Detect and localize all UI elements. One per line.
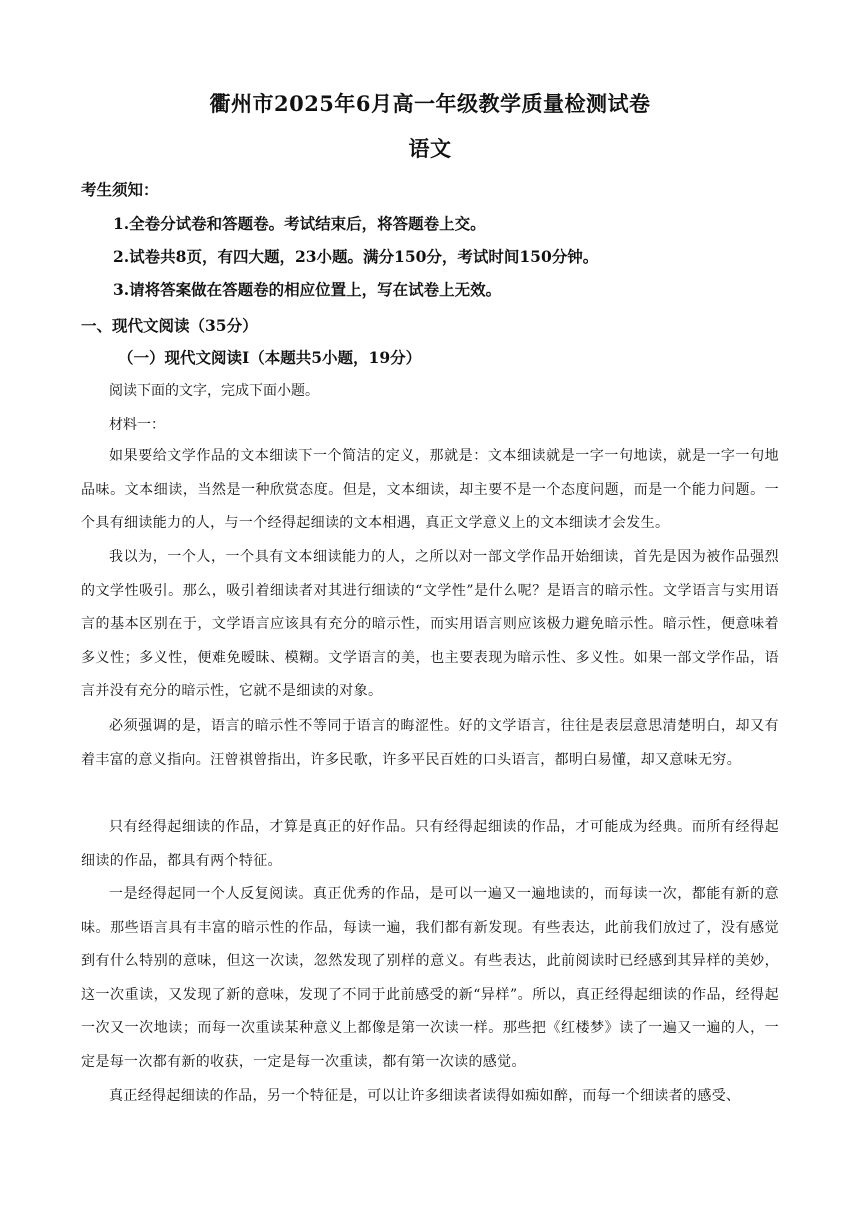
notice-heading: 考生须知：	[81, 180, 159, 199]
notice-item-2: 2.试卷共8页，有四大题，23小题。满分150分，考试时间150分钟。	[113, 247, 599, 266]
section-heading: 一、现代文阅读（35分）	[81, 316, 258, 335]
paragraph-2: 我以为，一个人，一个具有文本细读能力的人，之所以对一部文学作品开始细读，首先是因为被作品强烈的文学性吸引。那么，吸引着细读者对其进行细读的“文学性”是什么呢？是语言的暗示性。文学语言与实用语言的基本区别在于，文学语言应该具有充分的暗示性，而实用语言则应该极力避免暗示性。暗示性，便意味着多义性；多义性，便难免暧昧、模糊。文学语言的美，也主要表现为暗示性、多义性。如果一部文学作品，语言并没有充分的暗示性，它就不是细读的对象。	[81, 549, 779, 700]
paragraph-4: 只有经得起细读的作品，才算是真正的好作品。只有经得起细读的作品，才可能成为经典。而所有经得起细读的作品，都具有两个特征。	[81, 819, 779, 869]
material-label: 材料一：	[109, 417, 165, 433]
notice-item-3: 3.请将答案做在答题卷的相应位置上，写在试卷上无效。	[113, 280, 502, 299]
paragraph-5: 一是经得起同一个人反复阅读。真正优秀的作品，是可以一遍又一遍地读的，而每读一次，都能有新的意味。那些语言具有丰富的暗示性的作品，每读一遍，我们都有新发现。有些表达，此前我们放过了，没有感觉到有什么特别的意味，但这一次读，忽然发现了别样的意义。有些表达，此前阅读时已经感到其异样的美妙，这一次重读，又发现了新的意味，发现了不同于此前感受的新“异样”。所以，真正经得起细读的作品，经得起一次又一次地读；而每一次重读某种意义上都像是第一次读一样。那些把《红楼梦》读了一遍又一遍的人，一定是每一次都有新的收获，一定是每一次重读，都有第一次读的感觉。	[81, 886, 779, 1070]
notice-item-1: 1.全卷分试卷和答题卷。考试结束后，将答题卷上交。	[113, 214, 486, 233]
subsection-heading: （一）现代文阅读Ⅰ（本题共5小题，19分）	[118, 348, 422, 367]
exam-title: 衢州市2025年6月高一年级教学质量检测试卷	[209, 91, 651, 116]
paragraph-6: 真正经得起细读的作品，另一个特征是，可以让许多细读者读得如痴如醉，而每一个细读者的感受、	[109, 1088, 741, 1104]
reading-instruction: 阅读下面的文字，完成下面小题。	[109, 383, 319, 399]
subject-title: 语文	[408, 136, 452, 161]
paragraph-3: 必须强调的是，语言的暗示性不等同于语言的晦涩性。好的文学语言，往往是表层意思清楚明白，却又有着丰富的意义指向。汪曾祺曾指出，许多民歌，许多平民百姓的口头语言，都明白易懂，却又意味无穷。	[81, 718, 779, 768]
paragraph-1: 如果要给文学作品的文本细读下一个简洁的定义，那就是：文本细读就是一字一句地读，就是一字一句地品味。文本细读，当然是一种欣赏态度。但是，文本细读，却主要不是一个态度问题，而是一个能力问题。一个具有细读能力的人，与一个经得起细读的文本相遇，真正文学意义上的文本细读才会发生。	[81, 448, 779, 532]
